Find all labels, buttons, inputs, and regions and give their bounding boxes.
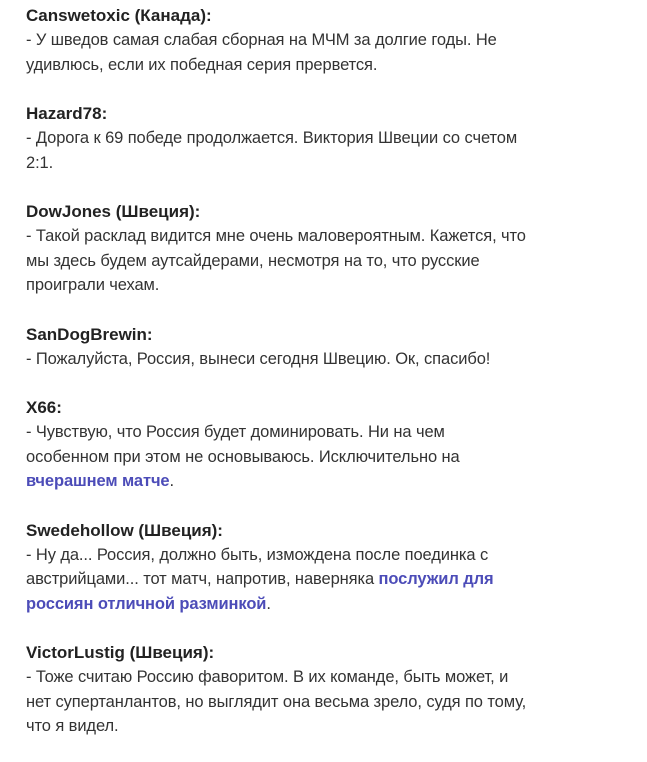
comment-line [26,273,600,298]
text-segment: 2:1. [26,153,54,172]
text-segment: нет супертанлантов, но выглядит она весьма зрело, судя по тому, [26,692,527,711]
comment-text [26,665,600,739]
comment-line [26,690,600,715]
comment-block [26,323,600,372]
comment-author: Swedehollow (Швеция): [26,520,223,540]
comment-author: X66: [26,398,62,417]
comment-author: Canswetoxic (Канада): [26,6,212,25]
inline-link[interactable]: вчерашнем матче [26,472,170,490]
comment-text [26,224,600,298]
comment-line [26,567,600,592]
comment-line [26,28,600,53]
text-segment: проиграли чехам. [26,276,160,294]
text-segment: - Пожалуйста, Россия, вынеси сегодня Швецию. Ок, спасибо! [26,349,491,368]
comment-line [26,469,600,494]
comment-text [26,28,600,77]
text-segment: . [169,472,174,490]
comment-line [26,592,600,617]
text-segment: - Тоже считаю Россию фаворитом. В их команде, быть может, и [26,668,509,686]
comment-author: SanDogBrewin: [26,324,153,344]
comment-line [26,126,600,151]
text-segment: - Ну да... Россия, должно быть, измождена после поединка с [26,545,489,564]
text-segment: что я видел. [26,717,119,735]
comment-block [26,102,600,175]
text-segment: мы здесь будем аутсайдерами, несмотря на то, что русские [26,251,480,270]
comment-line [26,420,600,445]
text-segment: - У шведов самая слабая сборная на МЧМ за долгие годы. Не [26,31,497,49]
comment-text [26,543,600,617]
comment-block [26,396,600,494]
text-segment: особенном при этом не основываюсь. Исключительно на [26,447,460,466]
comment-line [26,445,600,470]
comment-line [26,224,600,249]
comment-text [26,126,600,175]
text-segment: - Такой расклад видится мне очень маловероятным. Кажется, что [26,227,526,245]
comment-line [26,665,600,690]
comment-block [26,641,600,739]
comment-line [26,249,600,274]
comment-text [26,420,600,494]
text-segment: - Дорога к 69 победе продолжается. Виктория Швеции со счетом [26,129,518,147]
comment-author: Hazard78: [26,104,108,123]
comment-block [26,4,600,77]
text-segment: . [266,594,271,613]
comment-line [26,347,600,372]
text-segment: - Чувствую, что Россия будет доминировать. Ни на чем [26,423,445,441]
text-segment: австрийцами... тот матч, напротив, наверняка [26,570,379,588]
text-segment: удивлюсь, если их победная серия прервется. [26,55,378,74]
comment-line [26,151,600,176]
comment-block [26,519,600,617]
comment-line [26,543,600,568]
comment-text [26,347,600,372]
comment-author: DowJones (Швеция): [26,202,201,221]
inline-link[interactable]: послужил для [378,570,494,588]
comment-block [26,200,600,298]
inline-link[interactable]: россиян отличной разминкой [26,594,267,613]
comment-line [26,714,600,739]
comment-line [26,53,600,78]
comment-author: VictorLustig (Швеция): [26,643,215,662]
